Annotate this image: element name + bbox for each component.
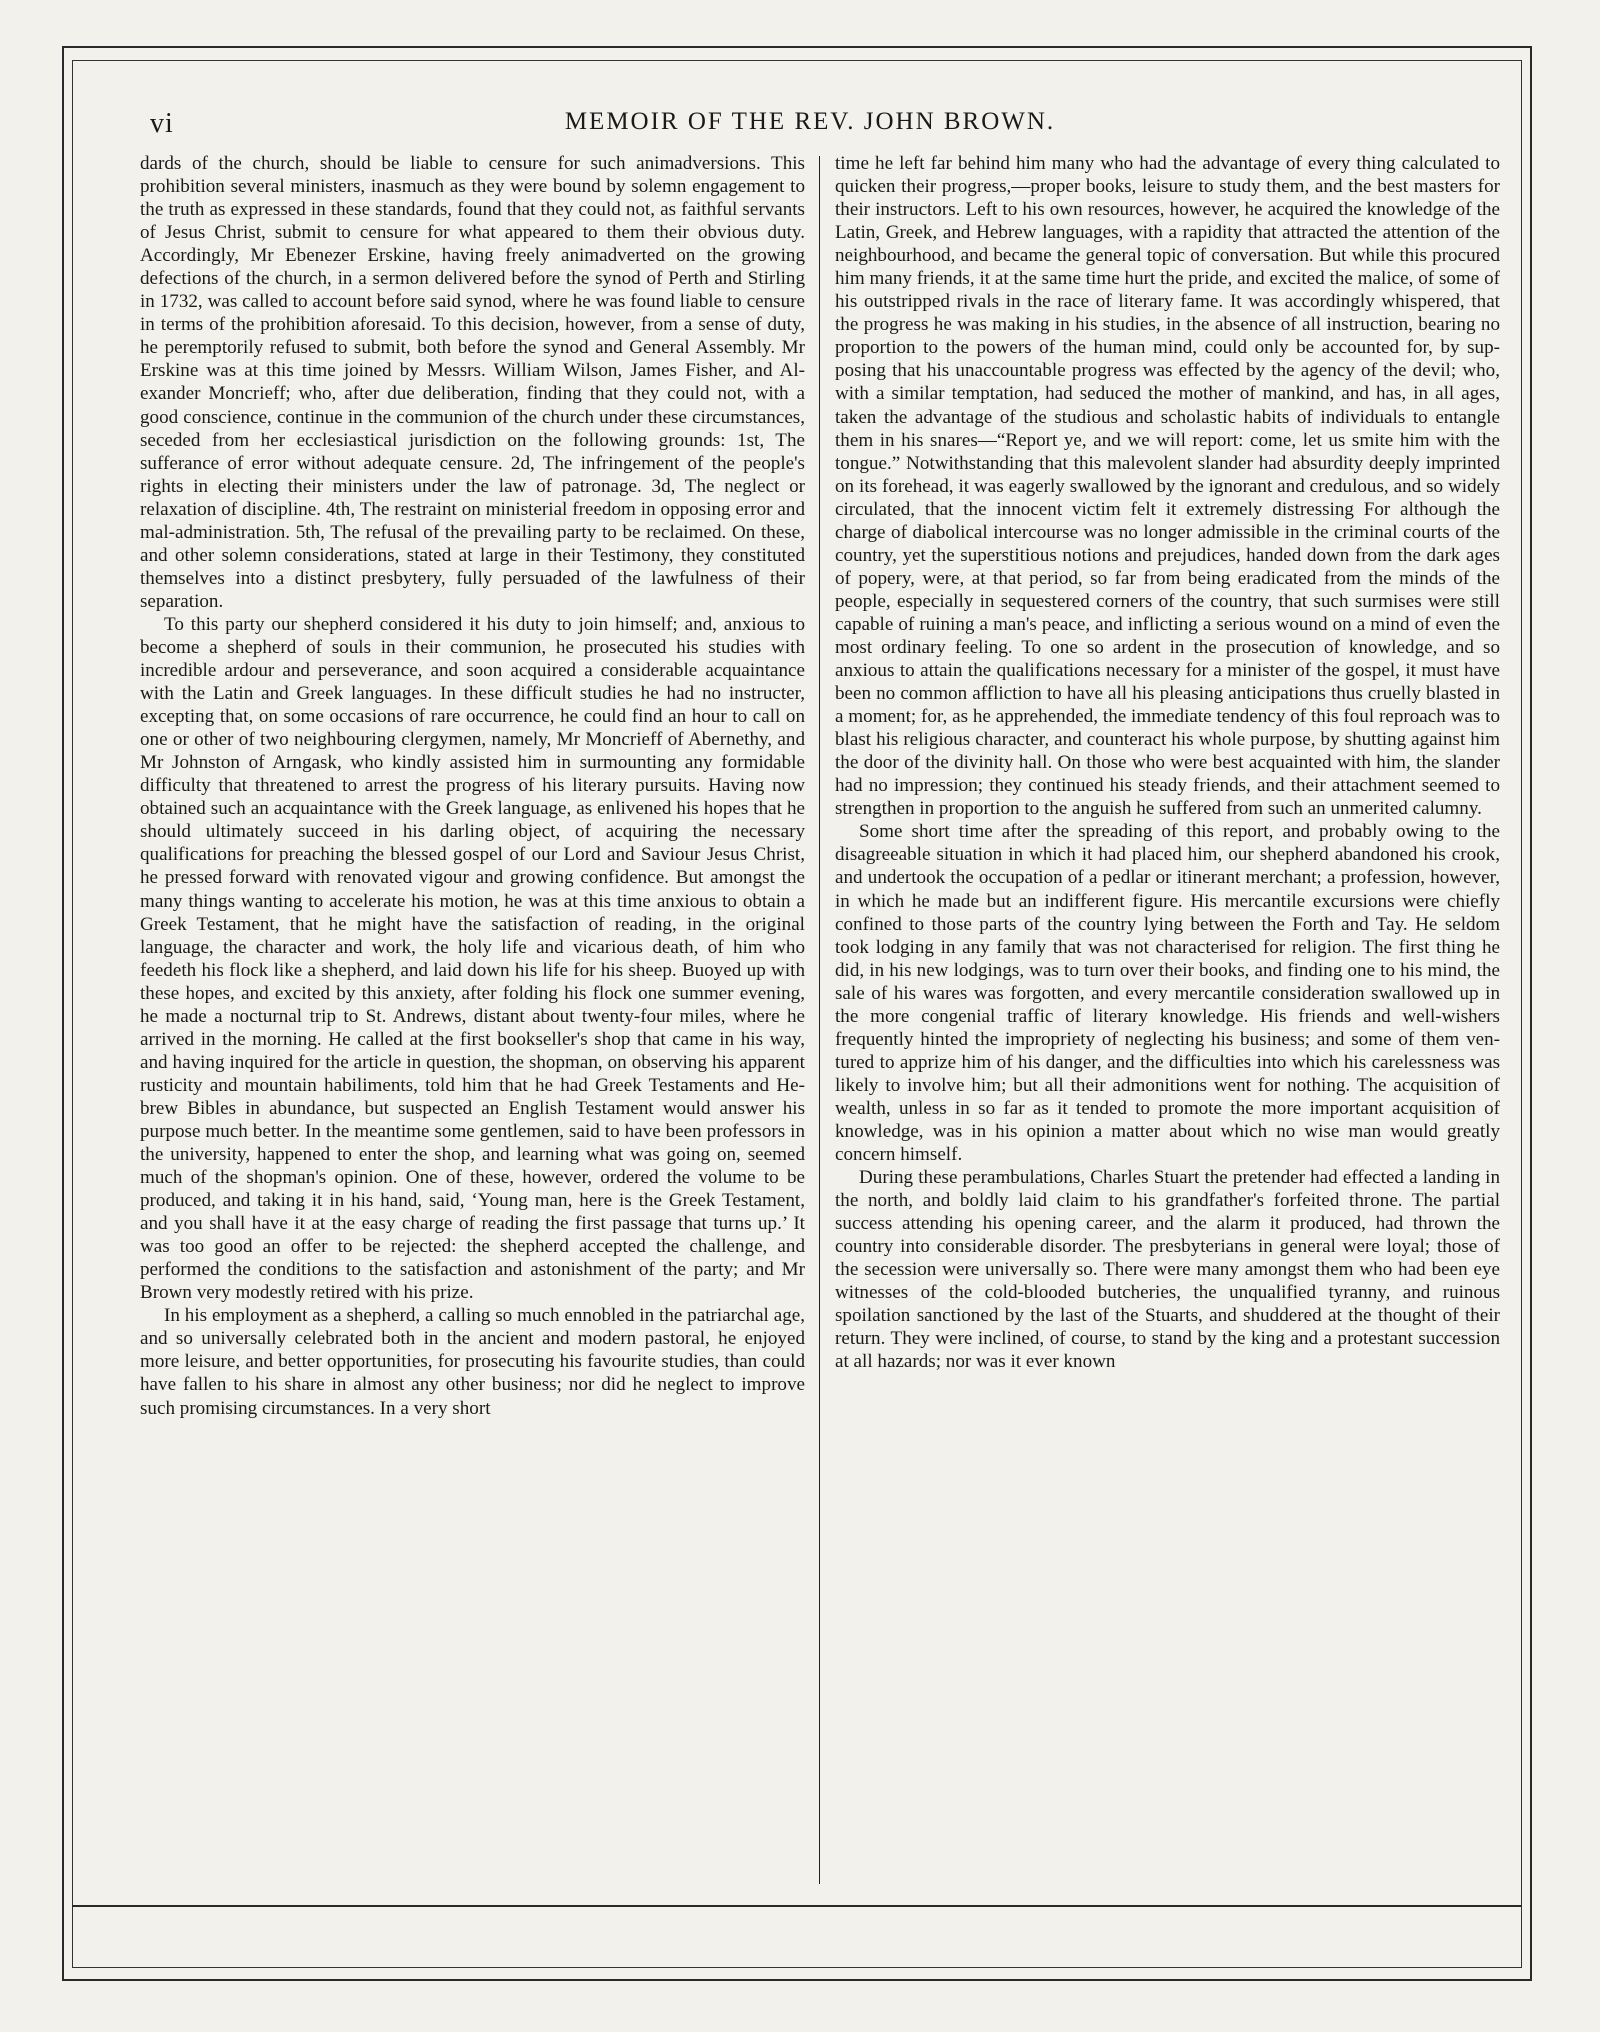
page-number: vi xyxy=(150,108,174,139)
column-divider xyxy=(819,156,820,1884)
paragraph: time he left far behind him many who had the advantage of every thing calculated to quicken their progress,—proper books, leisure to study them, and the best masters for their instructors. Left to his own resources, however, he acquired the knowledge of the Latin, Greek, and Hebrew languages, with a rapidity that attracted the attention of the neighbourhood, and became the general topic of conversation. But while this procured him many friends, it at the same time hurt the pride, and excited the malice, of some of his outstripped rivals in the race of literary fame. It was accordingly whispered, that the progress he was making in his studies, in the absence of all instruction, bearing no proportion to the powers of the human mind, could only be accounted for, by supposing that his unaccountable progress was effected by the agency of the devil; who, with a similar temptation, had seduced the mother of mankind, and has, in all ages, taken the advantage of the studious and scholastic habits of individuals to entangle them in his snares—“Report ye, and we will report: come, let us smite him with the tongue.” Notwithstanding that this malevolent slander had absurdity deeply imprinted on its forehead, it was eagerly swallowed by the ignorant and credulous, and so widely circulated, that the innocent victim felt it extremely distressing For although the charge of diabolical intercourse was no longer admissible in the criminal courts of the country, yet the superstitious notions and prejudices, handed down from the dark ages of popery, were, at that period, so far from being eradicated from the minds of the people, especially in sequestered corners of the country, that such surmises were still capable of ruining a man's peace, and inflicting a serious wound on a mind of even the most ordinary feeling. To one so ardent in the prosecution of knowledge, and so anxious to attain the qualifications necessary for a minister of the gospel, it must have been no common affliction to have all his pleasing anticipations thus cruelly blasted in a moment; for, as he apprehended, the immediate tendency of this foul reproach was to blast his religious character, and counteract his whole purpose, by shutting against him the door of the divinity hall. On those who were best acquainted with him, the slander had no impression; they continued his steady friends, and their attachment seemed to strengthen in proportion to the anguish he suffered from such an unmerited calumny. xyxy=(835,153,1500,820)
paragraph: To this party our shepherd considered it his duty to join himself; and, anxious to become a shepherd of souls in their communion, he prosecuted his studies with incredible ardour and perseverance, and soon acquired a considerable acquaintance with the Latin and Greek languages. In these difficult studies he had no instructer, excepting that, on some occasions of rare occurrence, he could find an hour to call on one or other of two neighbouring clergymen, namely, Mr Moncrieff of Abernethy, and Mr Johnston of Arngask, who kindly assisted him in surmounting any formidable difficulty that threatened to arrest the progress of his literary pursuits. Having now obtained such an acquaintance with the Greek language, as enlivened his hopes that he should ultimately succeed in his darling object, of acquiring the necessary qualifications for preaching the blessed gospel of our Lord and Saviour Jesus Christ, he pressed forward with renovated vigour and growing confidence. But amongst the many things wanting to accelerate his motion, he was at this time anxious to obtain a Greek Testament, that he might have the satisfaction of reading, in the original language, the character and work, the holy life and vicarious death, of him who feedeth his flock like a shepherd, and laid down his life for his sheep. Buoyed up with these hopes, and excited by this anxiety, after folding his flock one summer evening, he made a nocturnal trip to St. Andrews, distant about twenty-four miles, where he arrived in the morning. He called at the first bookseller's shop that came in his way, and having inquired for the article in question, the shopman, on observing his apparent rusticity and mountain habiliments, told him that he had Greek Testaments and Hebrew Bibles in abundance, but suspected an English Testament would answer his purpose much better. In the meantime some gentlemen, said to have been professors in the university, happened to enter the shop, and learning what was going on, seemed much of the shopman's opinion. One of these, however, ordered the volume to be produced, and taking it in his hand, said, ‘Young man, here is the Greek Testament, and you shall have it at the easy charge of reading the first passage that turns up.’ It was too good an offer to be rejected: the shepherd accepted the challenge, and performed the conditions to the satisfaction and astonishment of the party; and Mr Brown very modestly retired with his prize. xyxy=(140,613,805,1304)
paragraph: During these perambulations, Charles Stuart the pretender had effected a landing in the north, and boldly laid claim to his grandfather's forfeited throne. The partial success attending his opening career, and the alarm it produced, had thrown the country into considerable disorder. The presbyterians in general were loyal; those of the secession were universally so. There were many amongst them who had been eye witnesses of the cold-blooded butcheries, the unqualified tyranny, and ruinous spoilation sanctioned by the last of the Stuarts, and shuddered at the thought of their return. They were inclined, of course, to stand by the king and a protestant succession at all hazards; nor was it ever known xyxy=(835,1167,1500,1373)
running-title: MEMOIR OF THE REV. JOHN BROWN. xyxy=(564,108,1056,135)
bottom-rule xyxy=(72,1905,1522,1907)
paragraph: dards of the church, should be liable to censure for such animadversions. This prohibition several ministers, inasmuch as they were bound by solemn engagement to the truth as expressed in these standards, found that they could not, as faithful servants of Jesus Christ, submit to censure for what appeared to them their obvious duty. Accordingly, Mr Ebenezer Erskine, having freely animadverted on the growing defections of the church, in a sermon delivered before the synod of Perth and Stirling in 1732, was called to account before said synod, where he was found liable to censure in terms of the prohibition aforesaid. To this decision, however, from a sense of duty, he peremptorily refused to submit, both before the synod and General Assembly. Mr Erskine was at this time joined by Messrs. William Wilson, James Fisher, and Alexander Moncrieff; who, after due deliberation, finding that they could not, with a good conscience, continue in the communion of the church under these circumstances, seceded from her ecclesiastical jurisdiction on the following grounds: 1st, The sufferance of error without adequate censure. 2d, The infringement of the people's rights in electing their ministers under the law of patronage. 3d, The neglect or relaxation of discipline. 4th, The restraint on ministerial freedom in opposing error and mal-administration. 5th, The refusal of the prevailing party to be reclaimed. On these, and other solemn considerations, stated at large in their Testimony, they constituted themselves into a distinct presbytery, fully persuaded of the lawfulness of their separation. xyxy=(140,153,805,612)
text-columns xyxy=(140,152,1500,1887)
right-column xyxy=(835,152,1500,1887)
page-header xyxy=(140,108,1480,148)
paragraph: In his employment as a shepherd, a calling so much ennobled in the patriarchal age, and so universally celebrated both in the ancient and modern pastoral, he enjoyed more leisure, and better opportunities, for prosecuting his favourite studies, than could have fallen to his share in almost any other business; nor did he neglect to improve such promising circumstances. In a very short xyxy=(140,1305,805,1419)
left-column xyxy=(140,152,805,1887)
paragraph: Some short time after the spreading of this report, and probably owing to the disagreeable situation in which it had placed him, our shepherd abandoned his crook, and undertook the occupation of a pedlar or itinerant merchant; a profession, however, in which he made but an indifferent figure. His mercantile excursions were chiefly confined to those parts of the country lying between the Forth and Tay. He seldom took lodging in any family that was not characterised for religion. The first thing he did, in his new lodgings, was to turn over their books, and finding one to his mind, the sale of his wares was forgotten, and every mercantile consideration swallowed up in the more congenial traffic of literary knowledge. His friends and well-wishers frequently hinted the impropriety of neglecting his business; and some of them ventured to apprize him of his danger, and the difficulties into which his carelessness was likely to involve him; but all their admonitions went for nothing. The acquisition of wealth, unless in so far as it tended to promote the more important acquisition of knowledge, was in his opinion a matter about which no wise man would greatly concern himself. xyxy=(835,821,1500,1166)
